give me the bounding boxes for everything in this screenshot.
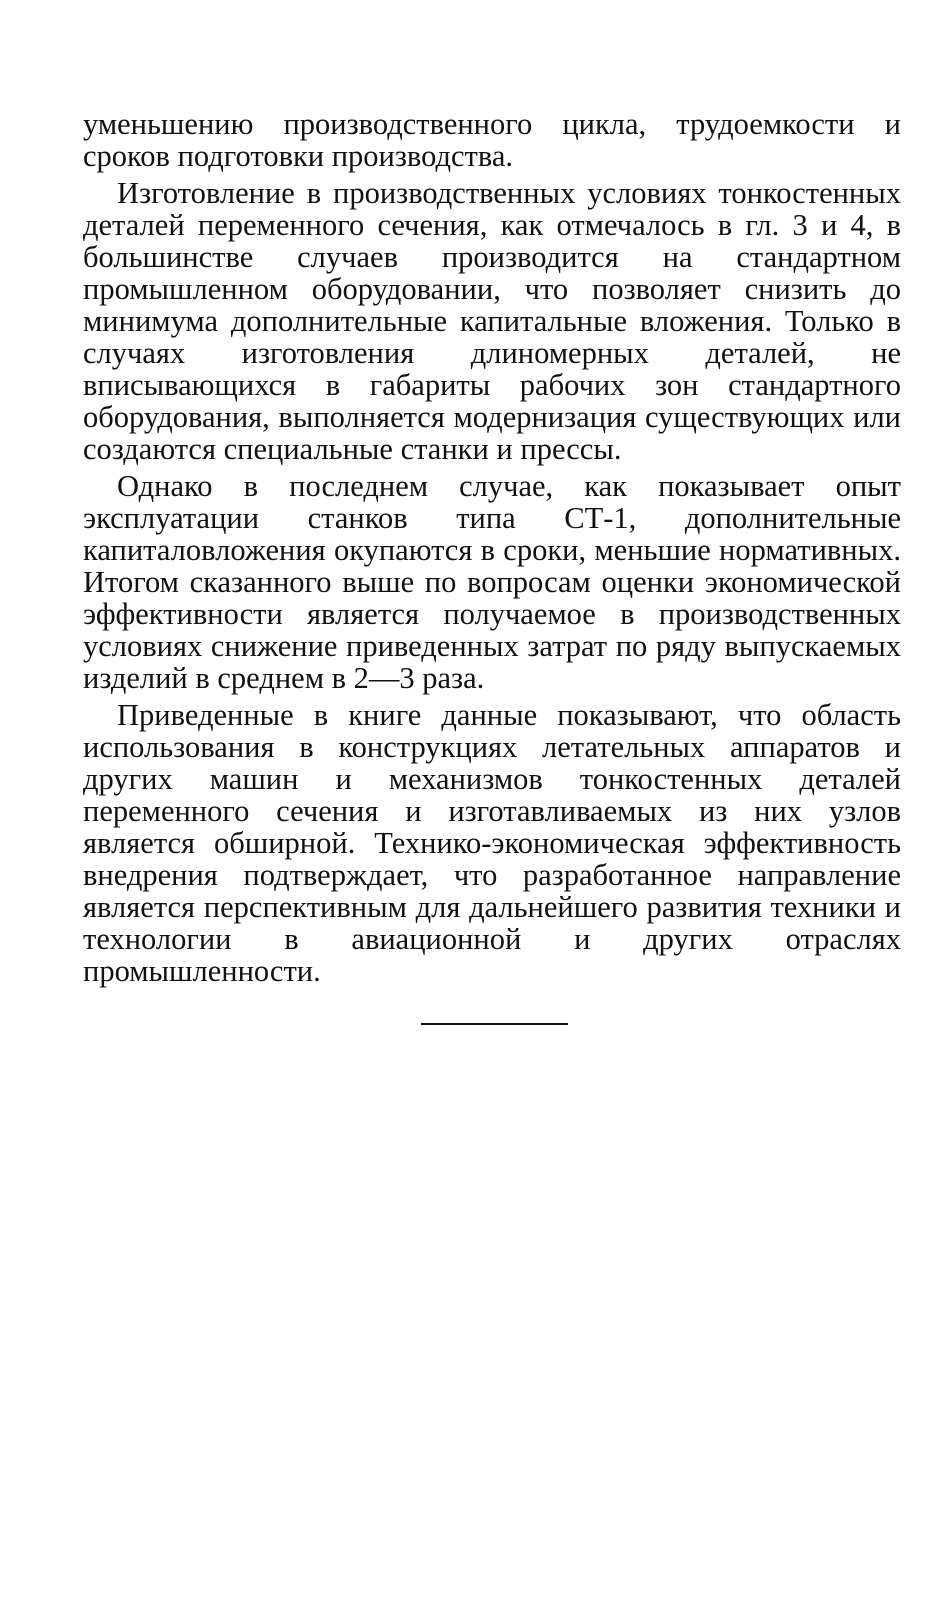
paragraph-2: Изготовление в производственных условиях тонкостенных деталей переменного сечения, как отмечалось в гл. 3 и 4, в большинстве случаев производится на стандартном промышленном оборудовании, что позволяет снизить до минимума дополнительные капитальные вложения. Только в случаях изготовления длиномерных деталей, не вписывающихся в габариты рабочих зон стандартного оборудования, выполняется модернизация существующих или создаются специальные станки и прессы.	[83, 176, 901, 466]
paragraph-1: уменьшению производственного цикла, трудоемкости и сроков подготовки производства.	[83, 107, 901, 173]
body-text	[83, 108, 901, 992]
end-of-text-rule	[421, 1023, 568, 1025]
paragraph-3: Однако в последнем случае, как показывает опыт эксплуатации станков типа СТ-1, дополнительные капиталовложения окупаются в сроки, меньшие нормативных. Итогом сказанного выше по вопросам оценки экономической эффективности является получаемое в производственных условиях снижение приведенных затрат по ряду выпускаемых изделий в среднем в 2—3 раза.	[83, 469, 901, 695]
paragraph-4: Приведенные в книге данные показывают, что область использования в конструкциях летательных аппаратов и других машин и механизмов тонкостенных деталей переменного сечения и изготавливаемых из них узлов является обширной. Технико-экономическая эффективность внедрения подтверждает, что разработанное направление является перспективным для дальнейшего развития техники и технологии в авиационной и других отраслях промышленности.	[83, 698, 901, 988]
